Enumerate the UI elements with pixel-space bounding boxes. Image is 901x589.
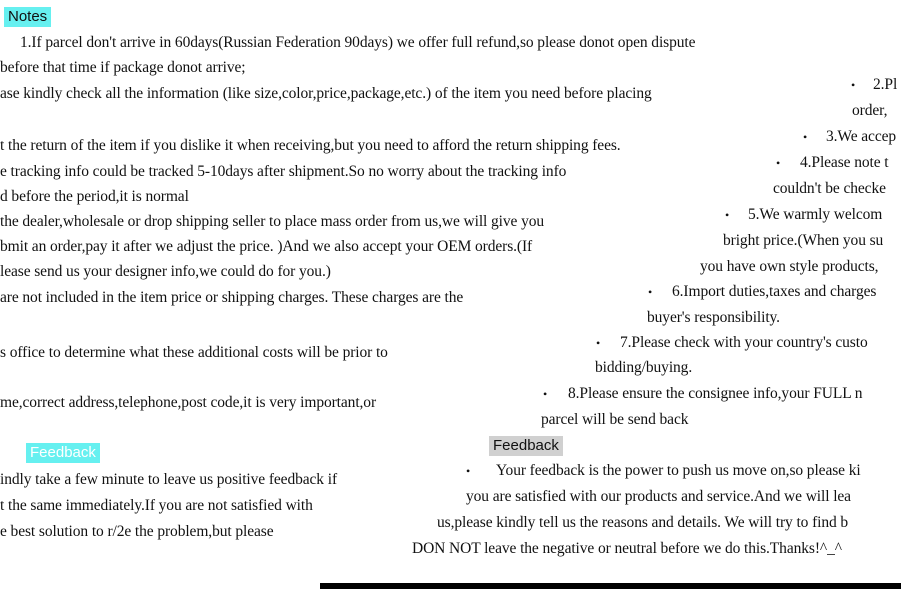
- feedback-line: indly take a few minute to leave us positive feedback if: [0, 471, 338, 488]
- note-item-line: 4.Please note t: [800, 154, 889, 171]
- notes-line: s office to determine what these additional costs will be prior to: [0, 344, 388, 361]
- notes-line: ase kindly check all the information (like size,color,price,package,etc.) of the item you need before placing: [0, 85, 652, 102]
- list-bullet: •: [543, 387, 548, 401]
- list-bullet: •: [648, 285, 653, 299]
- list-bullet: •: [596, 336, 601, 350]
- note-item-line: 6.Import duties,taxes and charges: [672, 283, 877, 300]
- notes-line: t the return of the item if you dislike it when receiving,but you need to afford the return shipping fees.: [0, 137, 621, 154]
- feedback-right-line: us,please kindly tell us the reasons and details. We will try to find b: [437, 514, 849, 531]
- notes-line: me,correct address,telephone,post code,it is very important,or: [0, 394, 377, 411]
- feedback-right-line: Your feedback is the power to push us move on,so please ki: [496, 462, 861, 479]
- notes-line: lease send us your designer info,we could do for you.): [0, 263, 331, 280]
- notes-line: d before the period,it is normal: [0, 188, 189, 205]
- note-item-line: 2.Pl: [873, 76, 898, 93]
- list-bullet: •: [803, 130, 808, 144]
- note-item-line: parcel will be send back: [541, 411, 689, 428]
- note-item-line: 5.We warmly welcom: [748, 206, 883, 223]
- notes-line: bmit an order,pay it after we adjust the price. )And we also accept your OEM orders.(If: [0, 238, 533, 255]
- feedback-line: e best solution to r/2e the problem,but please: [0, 523, 274, 540]
- notes-heading: Notes: [4, 7, 51, 27]
- list-bullet: •: [776, 156, 781, 170]
- notes-line: 1.If parcel don't arrive in 60days(Russian Federation 90days) we offer full refund,so please donot open dispute: [20, 34, 696, 51]
- feedback-right-line: you are satisfied with our products and service.And we will lea: [466, 488, 851, 505]
- list-bullet: •: [466, 464, 471, 478]
- note-item-line: couldn't be checke: [773, 180, 886, 197]
- note-item-line: bidding/buying.: [595, 359, 693, 376]
- note-item-line: 8.Please ensure the consignee info,your FULL n: [568, 385, 863, 402]
- notes-line: are not included in the item price or shipping charges. These charges are the: [0, 289, 464, 306]
- note-item-line: bright price.(When you su: [723, 232, 884, 249]
- note-item-line: 7.Please check with your country's custo: [620, 334, 868, 351]
- feedback-line: t the same immediately.If you are not satisfied with: [0, 497, 313, 514]
- feedback-heading: Feedback: [26, 443, 100, 463]
- note-item-line: order,: [852, 102, 888, 119]
- bottom-divider: [320, 583, 901, 589]
- list-bullet: •: [725, 208, 730, 222]
- list-bullet: •: [851, 78, 856, 92]
- notes-line: e tracking info could be tracked 5-10days after shipment.So no worry about the tracking info: [0, 163, 567, 180]
- note-item-line: buyer's responsibility.: [647, 309, 780, 326]
- note-item-line: you have own style products,: [700, 258, 879, 275]
- note-item-line: 3.We accep: [826, 128, 897, 145]
- notes-line: before that time if package donot arrive;: [0, 59, 246, 76]
- feedback-heading-right: Feedback: [489, 436, 563, 456]
- feedback-right-line: DON NOT leave the negative or neutral before we do this.Thanks!^_^: [412, 540, 842, 557]
- notes-line: the dealer,wholesale or drop shipping seller to place mass order from us,we will give you: [0, 213, 545, 230]
